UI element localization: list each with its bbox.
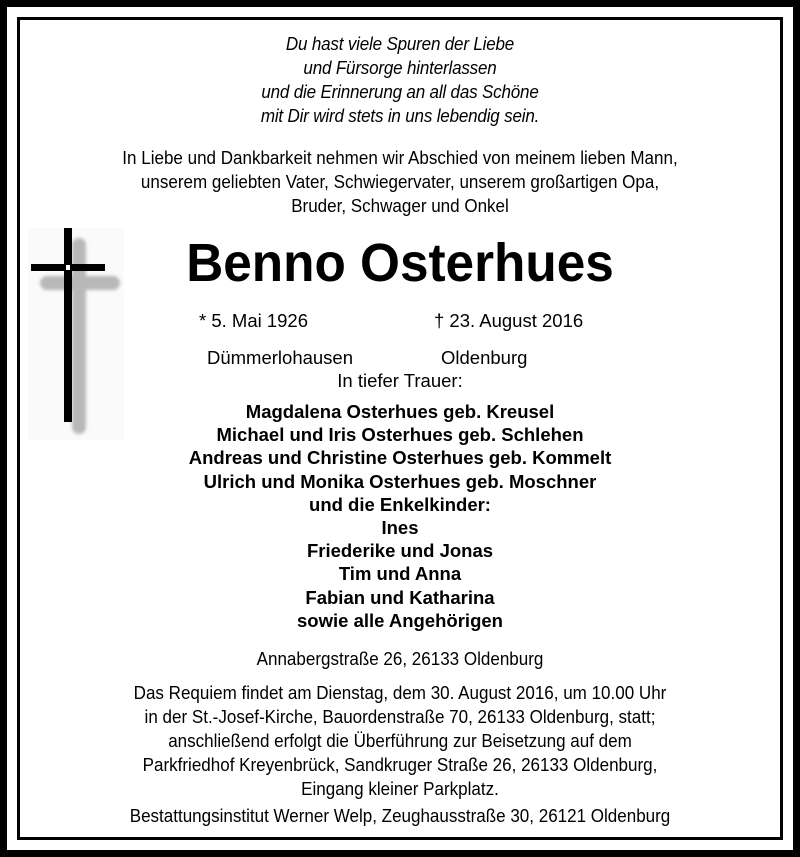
death-date: † 23. August 2016 — [434, 310, 584, 331]
birthplace: Dümmerlohausen — [207, 347, 354, 368]
deathplace: Oldenburg — [441, 347, 528, 368]
mourner: Michael und Iris Osterhues geb. Schlehen — [216, 424, 584, 446]
poem — [32, 32, 768, 128]
service-info — [32, 681, 768, 801]
mourner: sowie alle Angehörigen — [297, 609, 503, 631]
mourner: Fabian und Katharina — [305, 586, 495, 608]
service-line: Eingang kleiner Parkplatz. — [301, 778, 499, 799]
mourner: Tim und Anna — [338, 563, 462, 585]
mourner: Friederike und Jonas — [306, 540, 494, 562]
service-line: Parkfriedhof Kreyenbrück, Sandkruger Straße 26, 26133 Oldenburg, — [142, 754, 658, 775]
poem-line: und Fürsorge hinterlassen — [303, 57, 497, 78]
mourner: Andreas und Christine Osterhues geb. Kommelt — [188, 447, 612, 469]
intro-line: Bruder, Schwager und Onkel — [291, 195, 509, 216]
mourner: Ines — [381, 517, 419, 539]
mourner: Magdalena Osterhues geb. Kreusel — [245, 401, 555, 422]
poem-line: und die Erinnerung an all das Schöne — [261, 81, 539, 102]
intro-line: In Liebe und Dankbarkeit nehmen wir Abschied von meinem lieben Mann, — [122, 147, 678, 168]
intro-line: unserem geliebten Vater, Schwiegervater, unserem großartigen Opa, — [140, 171, 660, 192]
undertaker: Bestattungsinstitut Werner Welp, Zeughausstraße 30, 26121 Oldenburg — [129, 805, 671, 826]
mourner: und die Enkelkinder: — [309, 493, 491, 515]
family-address: Annabergstraße 26, 26133 Oldenburg — [256, 648, 544, 669]
mourners-list — [0, 400, 800, 632]
service-line: in der St.-Josef-Kirche, Bauordenstraße 70, 26133 Oldenburg, statt; — [144, 706, 656, 727]
mourner: Ulrich und Monika Osterhues geb. Moschner — [203, 470, 597, 492]
intro-text — [32, 146, 768, 218]
deceased-name: Benno Osterhues — [186, 233, 614, 293]
mourning-label: In tiefer Trauer: — [337, 370, 463, 391]
poem-line: Du hast viele Spuren der Liebe — [285, 33, 515, 54]
service-line: anschließend erfolgt die Überführung zur Beisetzung auf dem — [168, 730, 632, 751]
service-line: Das Requiem findet am Dienstag, dem 30. August 2016, um 10.00 Uhr — [133, 682, 667, 703]
birth-date: * 5. Mai 1926 — [199, 310, 309, 331]
poem-line: mit Dir wird stets in uns lebendig sein. — [260, 105, 540, 126]
